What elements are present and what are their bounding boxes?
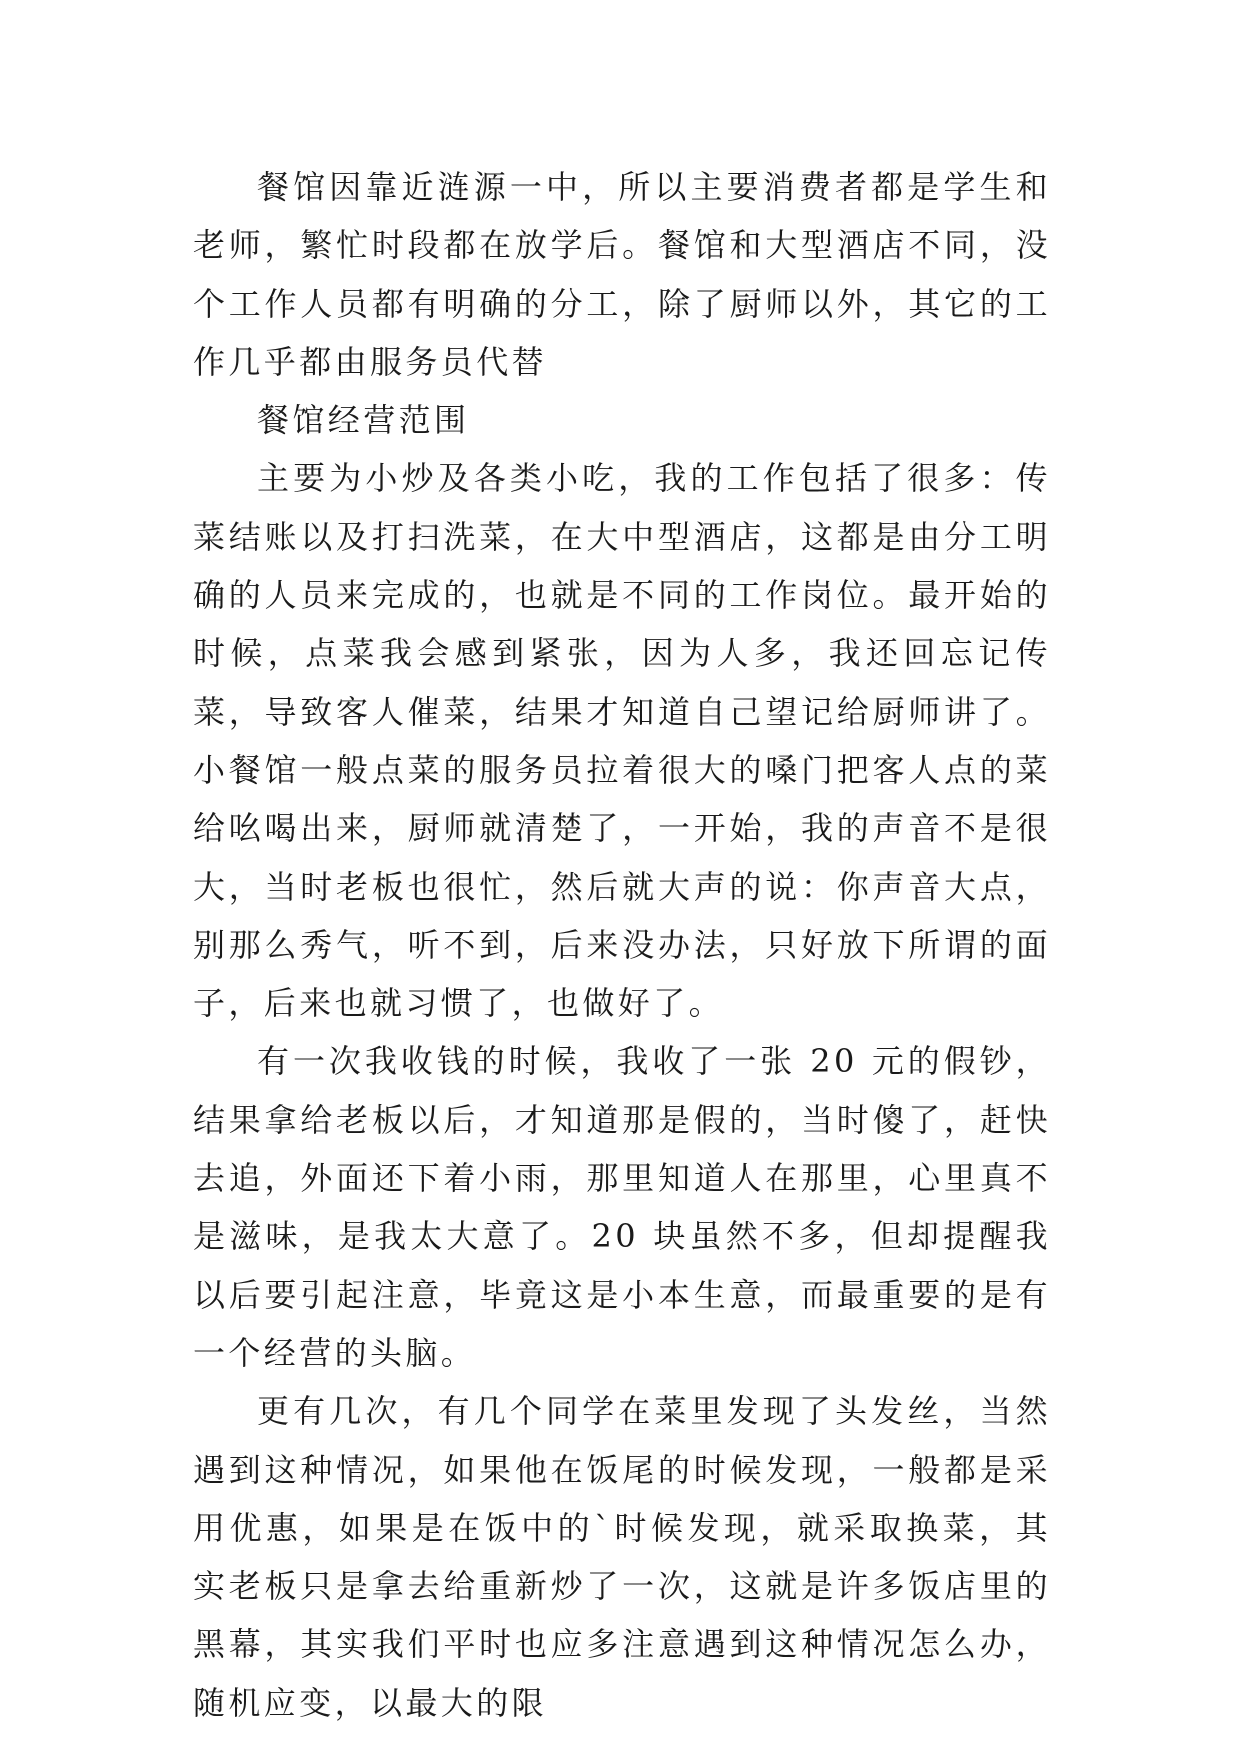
paragraph-hair-in-dish: 更有几次，有几个同学在菜里发现了头发丝，当然遇到这种情况，如果他在饭尾的时候发现，一般都是采用优惠，如果是在饭中的`时候发现，就采取换菜，其实老板只是拿去给重新炒了一次，这就是许多饭店里的黑幕，其实我们平时也应多注意遇到这种情况怎么办，随机应变，以最大的限 bbox=[193, 1392, 1051, 1722]
paragraph-work-duties: 主要为小炒及各类小吃，我的工作包括了很多：传菜结账以及打扫洗菜，在大中型酒店，这都是由分工明确的人员来完成的，也就是不同的工作岗位。最开始的时候，点菜我会感到紧张，因为人多，我还回忘记传菜，导致客人催菜，结果才知道自己望记给厨师讲了。小餐馆一般点菜的服务员拉着很大的嗓门把客人点的菜给吆喝出来，厨师就清楚了，一开始，我的声音不是很大，当时老板也很忙，然后就大声的说：你声音大点，别那么秀气，听不到，后来没办法，只好放下所谓的面子，后来也就习惯了，也做好了。 bbox=[193, 459, 1051, 1023]
paragraph-business-scope-heading: 餐馆经营范围 bbox=[257, 401, 470, 440]
paragraph-counterfeit-note: 有一次我收钱的时候，我收了一张 20 元的假钞，结果拿给老板以后，才知道那是假的，当时傻了，赶快去追，外面还下着小雨，那里知道人在那里，心里真不是滋味，是我太大意了。20 块虽然不多，但却提醒我以后要引起注意，毕竟这是小本生意，而最重要的是有一个经营的头脑。 bbox=[193, 1042, 1051, 1372]
paragraph-restaurant-intro: 餐馆因靠近涟源一中，所以主要消费者都是学生和老师，繁忙时段都在放学后。餐馆和大型酒店不同，没个工作人员都有明确的分工，除了厨师以外，其它的工作几乎都由服务员代替 bbox=[193, 168, 1051, 381]
document-body bbox=[193, 158, 1051, 1732]
